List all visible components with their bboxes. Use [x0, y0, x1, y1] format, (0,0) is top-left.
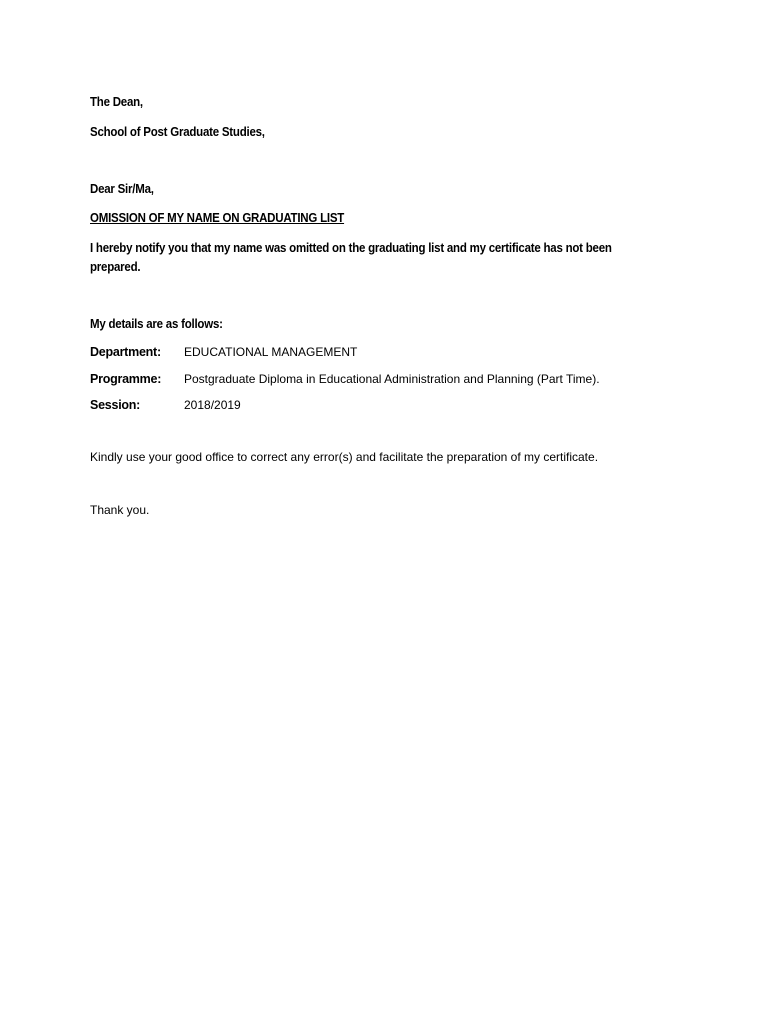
session-label: Session: [90, 398, 141, 412]
letter-subject: OMISSION OF MY NAME ON GRADUATING LIST [90, 211, 345, 225]
session-value: 2018/2019 [184, 398, 241, 412]
closing: Thank you. [90, 503, 150, 517]
body-paragraph: I hereby notify you that my name was omitted on the graduating list and my certificate has not been prepared. [90, 241, 612, 274]
recipient-school: School of Post Graduate Studies, [90, 125, 265, 139]
request-paragraph: Kindly use your good office to correct any error(s) and facilitate the preparation of my certificate. [90, 450, 599, 464]
department-label: Department: [90, 345, 161, 359]
details-intro: My details are as follows: [90, 317, 223, 331]
department-value: EDUCATIONAL MANAGEMENT [184, 345, 358, 359]
programme-label: Programme: [90, 372, 162, 386]
programme-value: Postgraduate Diploma in Educational Administration and Planning (Part Time). [184, 372, 600, 386]
recipient-title: The Dean, [90, 95, 143, 109]
salutation: Dear Sir/Ma, [90, 182, 154, 196]
